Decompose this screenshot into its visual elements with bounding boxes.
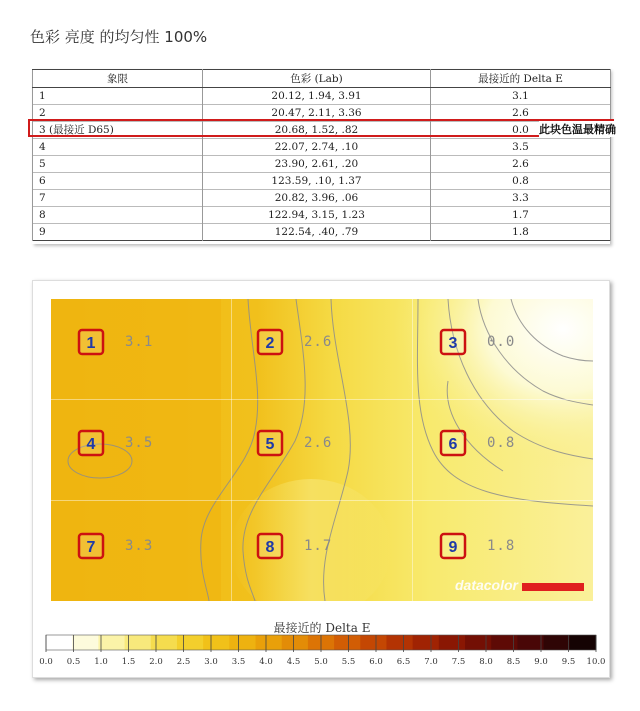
uniformity-heatmap — [33, 281, 611, 679]
datacolor-logo-bar — [522, 583, 584, 591]
delta-e-value: 0.8 — [487, 435, 516, 451]
quadrant-label: 9 — [448, 539, 458, 556]
colorbar-tick-label: 7.5 — [451, 657, 466, 667]
quadrant-label: 5 — [265, 436, 275, 453]
table-row — [33, 139, 611, 156]
lab-cell: 20.82, 3.96, .06 — [203, 190, 431, 207]
delta-e-cell: 0.8 — [431, 173, 611, 190]
colorbar-segment — [360, 635, 387, 650]
colorbar-tick-label: 5.0 — [314, 657, 328, 667]
colorbar-tick-label: 9.5 — [561, 657, 576, 667]
colorbar-tick-label: 6.5 — [396, 657, 411, 667]
colorbar-segment — [229, 635, 256, 650]
colorbar-segment — [413, 635, 440, 650]
quadrant-cell: 2 — [33, 105, 203, 122]
table-row — [33, 190, 611, 207]
colorbar-segment — [46, 635, 73, 650]
delta-e-cell: 1.7 — [431, 207, 611, 224]
colorbar-tick-label: 9.0 — [534, 657, 548, 667]
delta-e-cell: 0.0 — [431, 122, 611, 139]
colorbar-segment — [570, 635, 597, 650]
quadrant-label: 6 — [448, 436, 458, 453]
quadrant-label: 2 — [265, 335, 275, 352]
page-title: 色彩 亮度 的均匀性 100% — [30, 28, 208, 46]
table-row — [33, 122, 611, 139]
colorbar-segment — [465, 635, 492, 650]
colorbar-tick-label: 0.0 — [39, 657, 53, 667]
table-row — [33, 207, 611, 224]
delta-e-cell: 1.8 — [431, 224, 611, 241]
colorbar-segment — [491, 635, 518, 650]
colorbar-segment — [517, 635, 544, 650]
table-row — [33, 88, 611, 105]
col-header-delta-e: 最接近的 Delta E — [431, 70, 611, 88]
lab-cell: 122.94, 3.15, 1.23 — [203, 207, 431, 224]
colorbar-tick-label: 8.0 — [479, 657, 493, 667]
table-row — [33, 105, 611, 122]
lab-cell: 20.68, 1.52, .82 — [203, 122, 431, 139]
colorbar-tick-label: 4.0 — [259, 657, 273, 667]
colorbar-tick-label: 1.5 — [121, 657, 136, 667]
colorbar-tick-label: 5.5 — [341, 657, 356, 667]
quadrant-cell: 9 — [33, 224, 203, 241]
colorbar-title: 最接近的 Delta E — [273, 621, 371, 635]
delta-e-value: 3.3 — [125, 538, 154, 554]
col-header-quadrant: 象限 — [33, 70, 203, 88]
colorbar-tick-label: 8.5 — [506, 657, 521, 667]
lab-cell: 22.07, 2.74, .10 — [203, 139, 431, 156]
colorbar-segment — [334, 635, 361, 650]
quadrant-cell: 3 (最接近 D65) — [33, 122, 203, 139]
colorbar-segment — [151, 635, 178, 650]
delta-e-value: 2.6 — [304, 334, 333, 350]
quadrant-cell: 4 — [33, 139, 203, 156]
quadrant-label: 3 — [448, 335, 458, 352]
delta-e-cell: 3.1 — [431, 88, 611, 105]
colorbar-tick-label: 0.5 — [66, 657, 81, 667]
colorbar-segment — [177, 635, 204, 650]
delta-e-value: 1.7 — [304, 538, 333, 554]
quadrant-label: 1 — [86, 335, 96, 352]
closest-note: 此块色温最精确 — [539, 123, 616, 136]
lab-cell: 23.90, 2.61, .20 — [203, 156, 431, 173]
quadrant-cell: 5 — [33, 156, 203, 173]
col-header-lab: 色彩 (Lab) — [203, 70, 431, 88]
delta-e-cell: 3.3 — [431, 190, 611, 207]
delta-e-value: 0.0 — [487, 334, 516, 350]
uniformity-chart-panel — [32, 280, 610, 678]
quadrant-label: 7 — [86, 539, 96, 556]
lab-cell: 123.59, .10, 1.37 — [203, 173, 431, 190]
colorbar-tick-label: 3.5 — [231, 657, 246, 667]
delta-e-value: 2.6 — [304, 435, 333, 451]
delta-e-value: 3.5 — [125, 435, 154, 451]
delta-e-value: 1.8 — [487, 538, 516, 554]
quadrant-cell: 7 — [33, 190, 203, 207]
colorbar-segment — [203, 635, 230, 650]
colorbar-tick-label: 4.5 — [286, 657, 301, 667]
data-table — [32, 69, 611, 241]
colorbar-segment — [439, 635, 466, 650]
colorbar-segment — [386, 635, 413, 650]
table-row — [33, 173, 611, 190]
table-header-row — [33, 70, 611, 88]
delta-e-cell: 3.5 — [431, 139, 611, 156]
colorbar-tick-label: 2.0 — [149, 657, 163, 667]
delta-e-cell: 2.6 — [431, 105, 611, 122]
colorbar-segment — [256, 635, 283, 650]
table-row — [33, 224, 611, 241]
colorbar-tick-label: 6.0 — [369, 657, 383, 667]
delta-e-cell: 2.6 — [431, 156, 611, 173]
quadrant-cell: 6 — [33, 173, 203, 190]
quadrant-label: 8 — [265, 539, 275, 556]
delta-e-table — [32, 69, 610, 244]
datacolor-logo: datacolor — [454, 577, 518, 593]
colorbar-segment — [282, 635, 309, 650]
quadrant-label: 4 — [86, 436, 96, 453]
table-row — [33, 156, 611, 173]
quadrant-cell: 1 — [33, 88, 203, 105]
colorbar-segment — [98, 635, 125, 650]
lab-cell: 20.47, 2.11, 3.36 — [203, 105, 431, 122]
colorbar-tick-label: 3.0 — [204, 657, 218, 667]
lab-cell: 122.54, .40, .79 — [203, 224, 431, 241]
delta-e-value: 3.1 — [125, 334, 154, 350]
colorbar-tick-label: 2.5 — [176, 657, 191, 667]
colorbar-tick-label: 7.0 — [424, 657, 438, 667]
colorbar-tick-label: 10.0 — [586, 657, 606, 667]
colorbar-segment — [544, 635, 571, 650]
colorbar-segment — [72, 635, 99, 650]
quadrant-cell: 8 — [33, 207, 203, 224]
colorbar-tick-label: 1.0 — [94, 657, 108, 667]
lab-cell: 20.12, 1.94, 3.91 — [203, 88, 431, 105]
